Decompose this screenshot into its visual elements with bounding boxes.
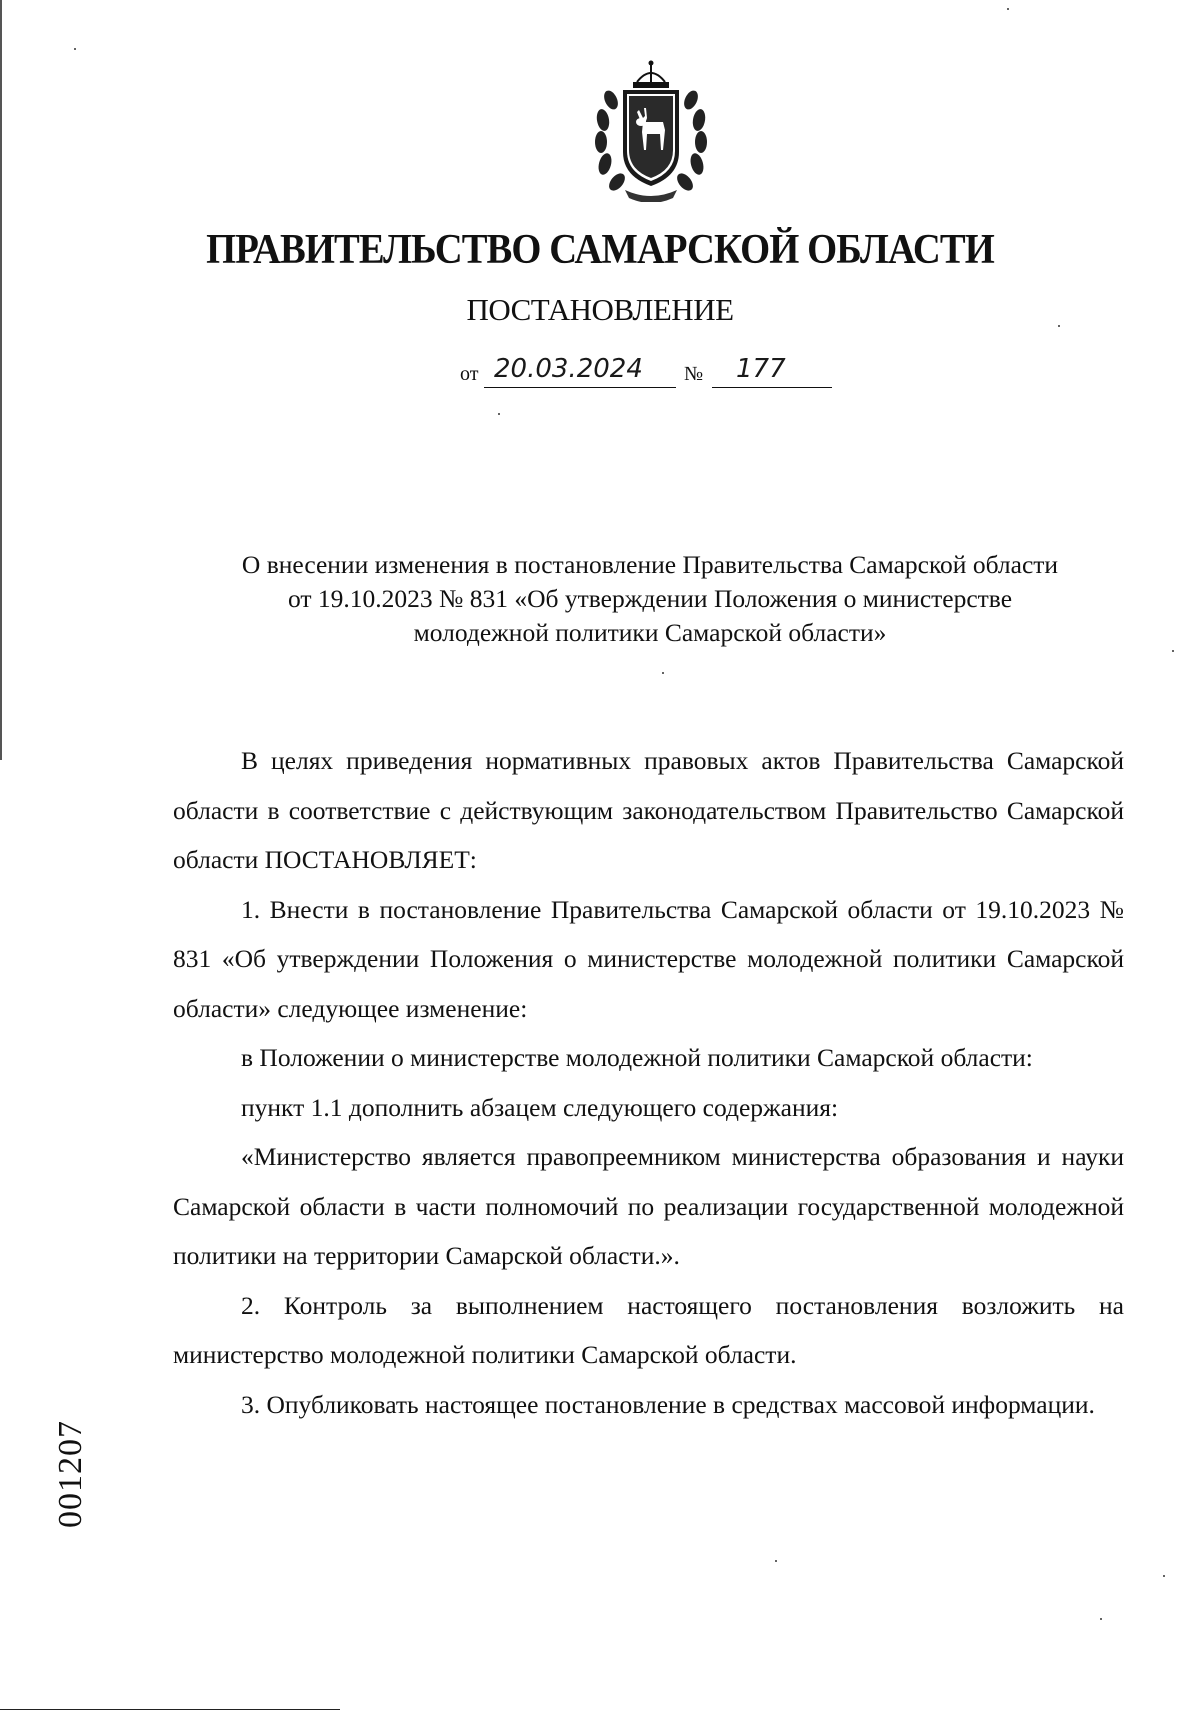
coat-of-arms-icon (589, 60, 713, 202)
body-paragraph: 1. Внести в постановление Правительства Самарской области от 19.10.2023 № 831 «Об утверждении Положения о министерстве молодежной политики Самарской области» следующее изменение: (173, 894, 1124, 1023)
scan-speck (775, 1560, 777, 1562)
date-underline (484, 387, 676, 388)
number-value: 177 (736, 354, 786, 384)
scan-left-edge (0, 0, 2, 760)
number-underline (712, 387, 832, 388)
scan-speck (1007, 8, 1009, 10)
body-paragraph: 3. Опубликовать настоящее постановление в средствах массовой информации. (241, 1389, 1095, 1419)
body-paragraph: пункт 1.1 дополнить абзацем следующего содержания: (241, 1092, 839, 1122)
scan-speck (74, 48, 76, 50)
date-value: 20.03.2024 (494, 354, 643, 384)
body-paragraph: 2. Контроль за выполнением настоящего постановления возложить на министерство молодежной политики Самарской области. (173, 1290, 1124, 1369)
body-paragraph: в Положении о министерстве молодежной политики Самарской области: (241, 1043, 1033, 1072)
date-number-line (460, 352, 860, 392)
document-type: ПОСТАНОВЛЕНИЕ (466, 292, 734, 327)
number-prefix: № (684, 363, 704, 385)
scan-speck (662, 672, 664, 674)
scan-speck (1100, 1618, 1102, 1620)
scan-speck (1163, 1575, 1165, 1577)
scan-bottom-line (0, 1709, 340, 1710)
document-body (173, 736, 1124, 1429)
date-prefix: от (460, 363, 479, 385)
organization-title: ПРАВИТЕЛЬСТВО САМАРСКОЙ ОБЛАСТИ (206, 227, 994, 273)
body-paragraph: В целях приведения нормативных правовых актов Правительства Самарской области в соответствие с действующим законодательством Правительство Самарской области ПОСТАНОВЛЯЕТ: (173, 746, 1124, 874)
subject-line: молодежной политики Самарской области» (413, 618, 887, 647)
registration-number: 001207 (52, 1420, 89, 1528)
document-subject (170, 548, 1130, 650)
scan-speck (1172, 650, 1174, 652)
scan-speck (1058, 325, 1060, 327)
subject-line: О внесении изменения в постановление Правительства Самарской области (241, 550, 1059, 579)
subject-line: от 19.10.2023 № 831 «Об утверждении Положения о министерстве (287, 584, 1013, 613)
body-paragraph: «Министерство является правопреемником министерства образования и науки Самарской области в части полномочий по реализации государственной молодежной политики на территории Самарской области.». (173, 1142, 1124, 1270)
scan-speck (498, 413, 500, 415)
